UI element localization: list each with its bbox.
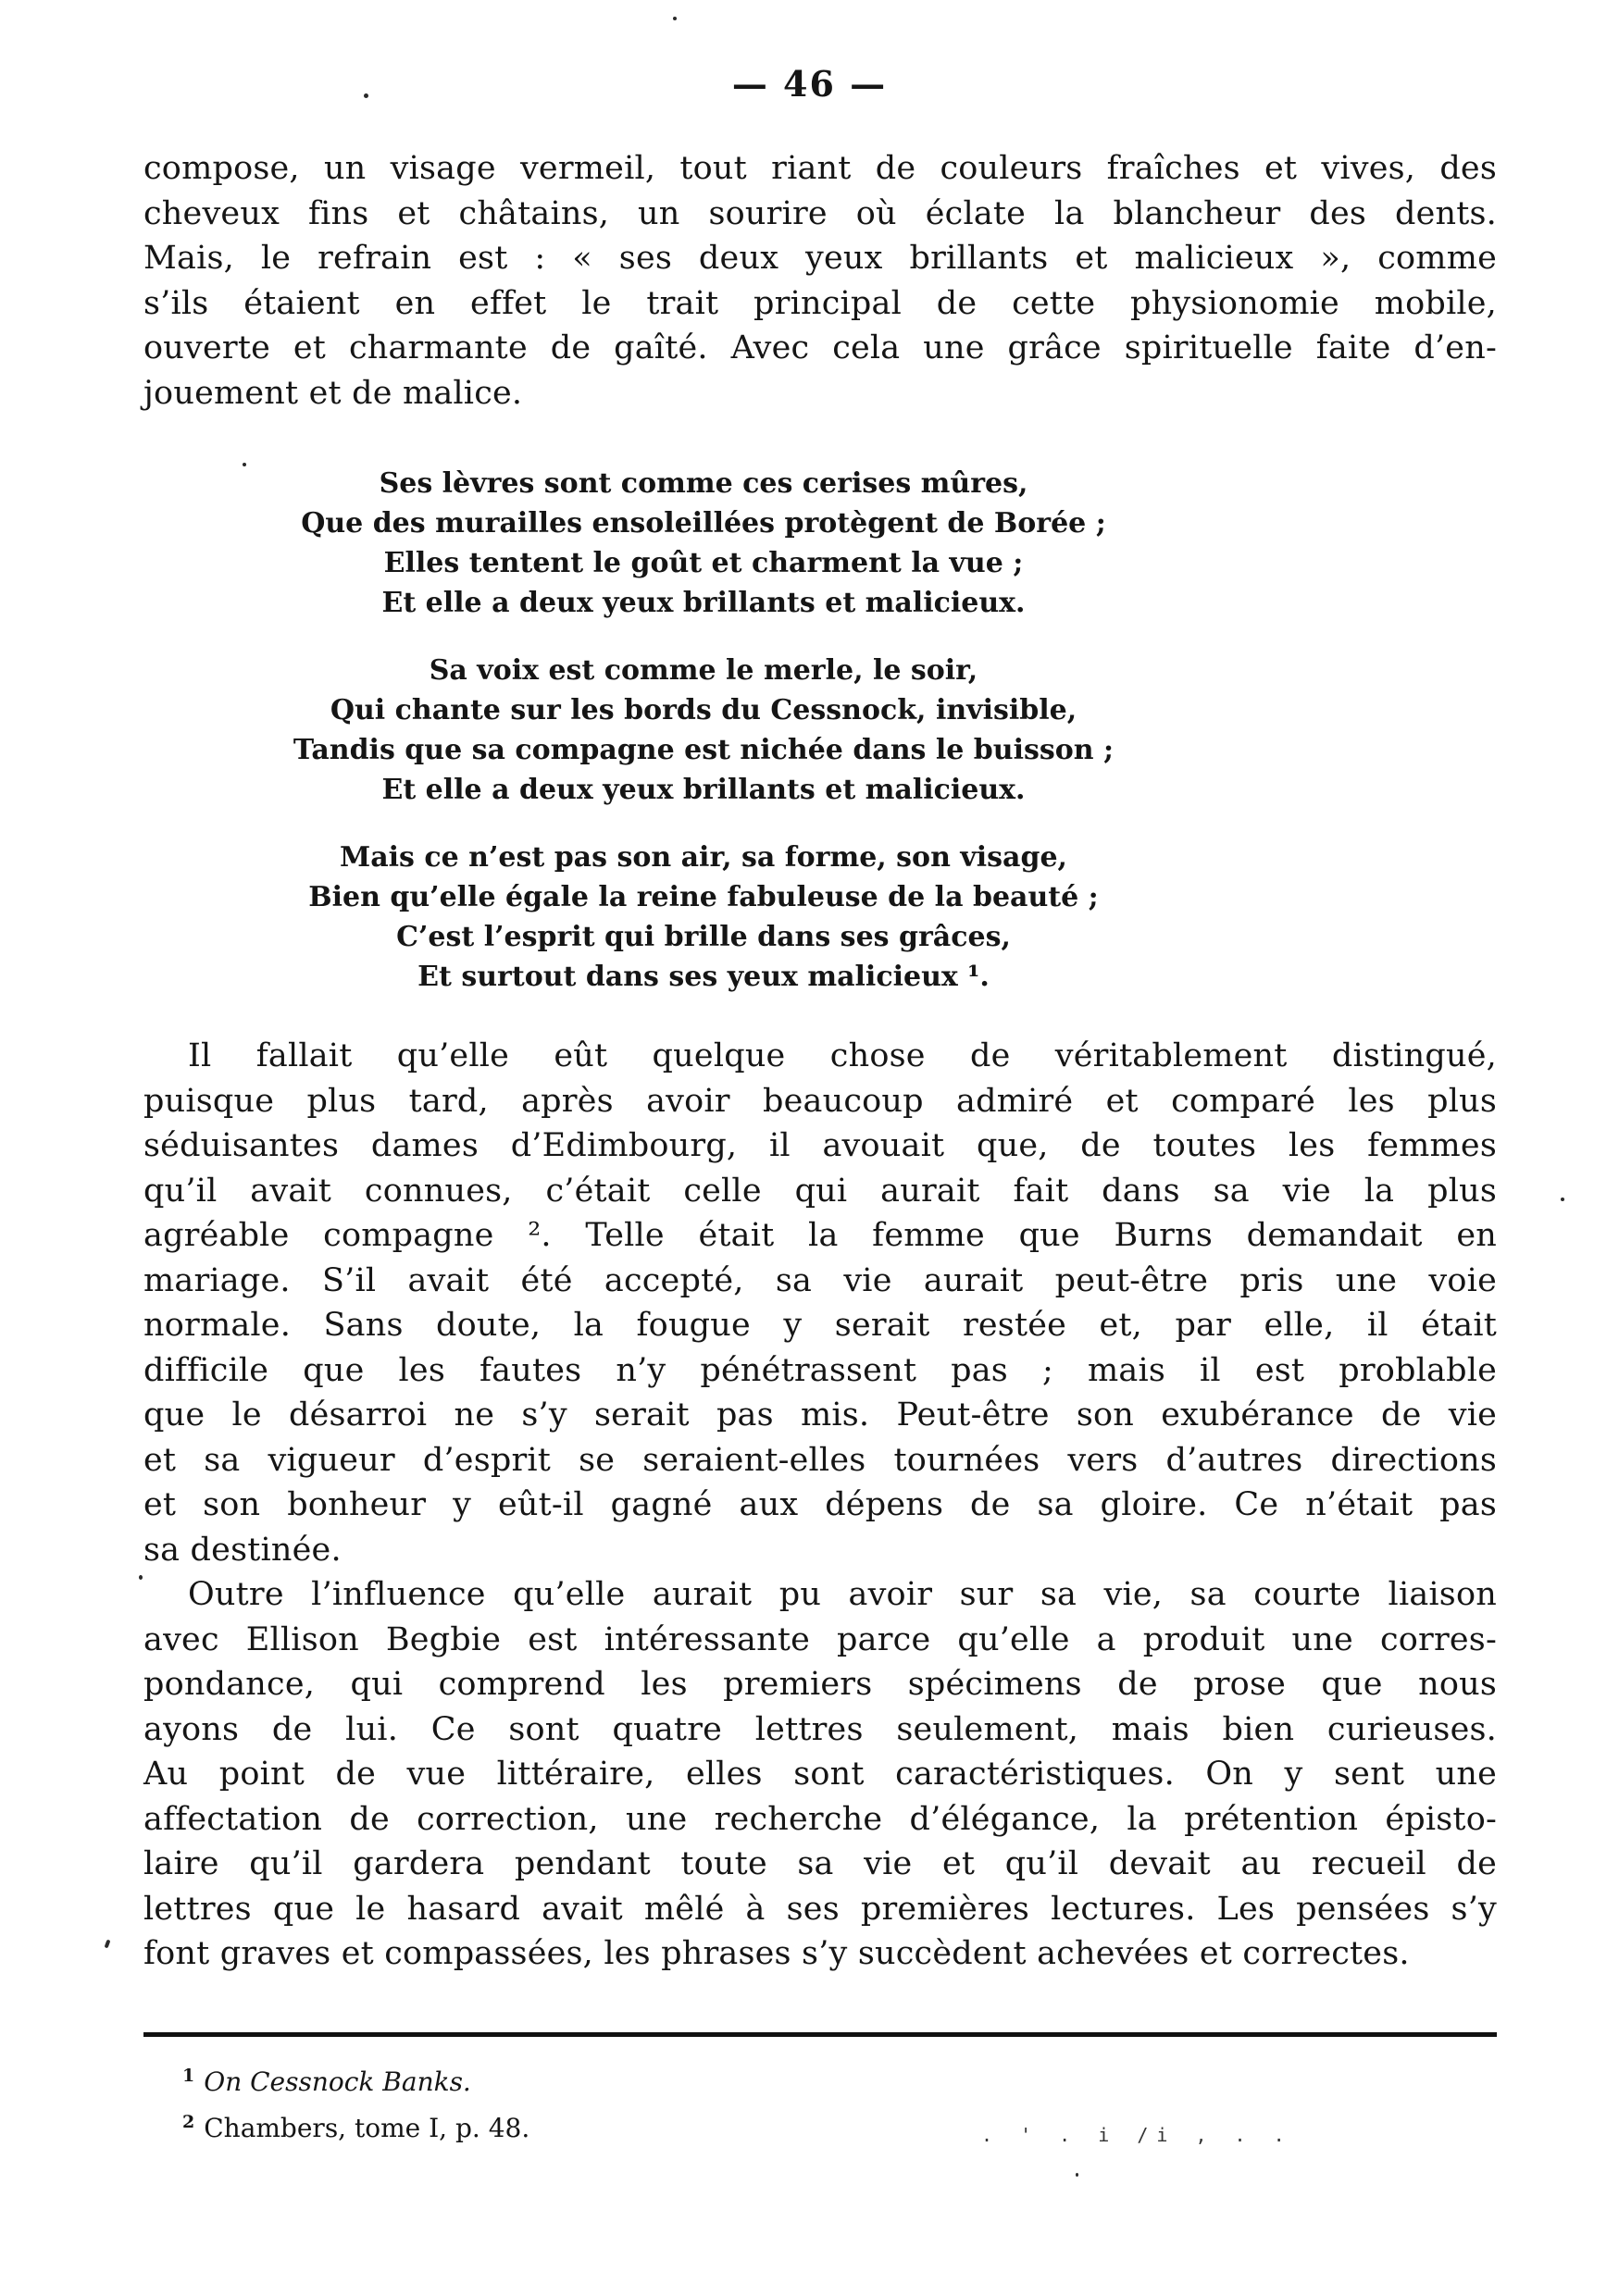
text-line: Bien qu’elle égale la reine fabuleuse de la beauté ; [308, 881, 1099, 913]
text-line: laire qu’il gardera pendant toute sa vie et qu’il devait au recueil de [143, 1845, 1497, 1882]
text-line: agréable compagne ². Telle était la femme que Burns demandait en [143, 1217, 1497, 1254]
footnote-text-2: Chambers, tome I, p. 48. [204, 2113, 530, 2143]
scan-speck [139, 1575, 143, 1580]
poem-stanza-3 [143, 838, 1264, 997]
text-line: Et elle a deux yeux brillants et malicieux. [381, 774, 1026, 806]
text-line: Ses lèvres sont comme ces cerises mûres, [379, 467, 1028, 500]
footnote-section [143, 2032, 1497, 2152]
page-number: — 46 — [731, 63, 888, 105]
footnote-divider [143, 2032, 1497, 2037]
text-line: font graves et compassées, les phrases s’y succèdent achevées et correctes. [143, 1935, 1410, 1972]
text-line: Elles tentent le goût et charment la vue ; [383, 547, 1024, 579]
text-line: que le désarroi ne s’y serait pas mis. Peut-être son exubérance de vie [143, 1396, 1497, 1433]
text-line: ouverte et charmante de gaîté. Avec cela une grâce spirituelle faite d’en- [143, 329, 1497, 366]
scan-artifact-marks: . ' . i /i , . . [981, 2124, 1293, 2146]
text-line: et sa vigueur d’esprit se seraient-elles tournées vers d’autres directions [143, 1441, 1497, 1479]
paragraph-2 [143, 1034, 1497, 1572]
text-line: compose, un visage vermeil, tout riant de couleurs fraîches et vives, des [143, 150, 1497, 187]
text-line: Mais, le refrain est : « ses deux yeux brillants et malicieux », comme [143, 240, 1497, 277]
text-line: normale. Sans doute, la fougue y serait restée et, par elle, il était [143, 1307, 1497, 1344]
scan-speck [105, 1940, 111, 1949]
footnote-item-2 [143, 2105, 1497, 2152]
footnote-marker-2: 2 [182, 2111, 195, 2132]
text-line: séduisantes dames d’Edimbourg, il avouait que, de toutes les femmes [143, 1127, 1497, 1164]
text-line: Tandis que sa compagne est nichée dans le buisson ; [293, 734, 1115, 766]
text-line: mariage. S’il avait été accepté, sa vie aurait peut-être pris une voie [143, 1261, 1497, 1299]
text-line: jouement et de malice. [143, 374, 523, 412]
text-line: puisque plus tard, après avoir beaucoup admiré et comparé les plus [143, 1082, 1497, 1120]
footnote-text-1: On Cessnock Banks. [204, 2066, 471, 2097]
footnote-marker-1: 1 [182, 2065, 195, 2086]
text-line: et son bonheur y eût-il gagné aux dépens de sa gloire. Ce n’était pas [143, 1486, 1497, 1523]
poem-block [143, 464, 1264, 997]
text-line: cheveux fins et châtains, un sourire où éclate la blancheur des dents. [143, 194, 1497, 232]
footnote-item-1 [143, 2059, 1497, 2105]
text-line: Au point de vue littéraire, elles sont caractéristiques. On y sent une [143, 1756, 1497, 1793]
text-line: ayons de lui. Ce sont quatre lettres seulement, mais bien curieuses. [143, 1710, 1497, 1748]
text-line: Et elle a deux yeux brillants et malicieux. [381, 587, 1026, 619]
poem-stanza-1 [143, 464, 1264, 623]
scan-speck [364, 93, 368, 98]
text-line: sa destinée. [143, 1531, 342, 1569]
text-line: s’ils étaient en effet le trait principal de cette physionomie mobile, [143, 284, 1497, 322]
text-line: qu’il avait connues, c’était celle qui aurait fait dans sa vie la plus [143, 1172, 1497, 1210]
text-line: affectation de correction, une recherche d’élégance, la prétention épisto- [143, 1800, 1497, 1838]
text-block [143, 146, 1497, 1977]
text-line: Sa voix est comme le merle, le soir, [429, 654, 978, 687]
scan-speck [1076, 2173, 1078, 2177]
text-line: Outre l’influence qu’elle aurait pu avoir sur sa vie, sa courte liaison [188, 1576, 1497, 1613]
text-line: Et surtout dans ses yeux malicieux ¹. [417, 961, 990, 993]
poem-stanza-2 [143, 651, 1264, 810]
text-line: difficile que les fautes n’y pénétrassent pas ; mais il est problable [143, 1351, 1497, 1389]
scan-speck [673, 17, 677, 20]
paragraph-3 [143, 1572, 1497, 1977]
text-line: pondance, qui comprend les premiers spécimens de prose que nous [143, 1666, 1497, 1703]
text-line: avec Ellison Begbie est intéressante parce qu’elle a produit une corres- [143, 1620, 1497, 1658]
text-line: C’est l’esprit qui brille dans ses grâces, [396, 921, 1011, 953]
scan-speck [1561, 1198, 1564, 1201]
text-line: Qui chante sur les bords du Cessnock, invisible, [330, 694, 1077, 726]
text-line: Mais ce n’est pas son air, sa forme, son visage, [340, 841, 1067, 874]
paragraph-1 [143, 146, 1497, 416]
scan-speck [243, 463, 246, 466]
text-line: lettres que le hasard avait mêlé à ses premières lectures. Les pensées s’y [143, 1890, 1497, 1928]
text-line: Que des murailles ensoleillées protègent de Borée ; [301, 507, 1106, 540]
text-line: Il fallait qu’elle eût quelque chose de véritablement distingué, [188, 1037, 1497, 1074]
